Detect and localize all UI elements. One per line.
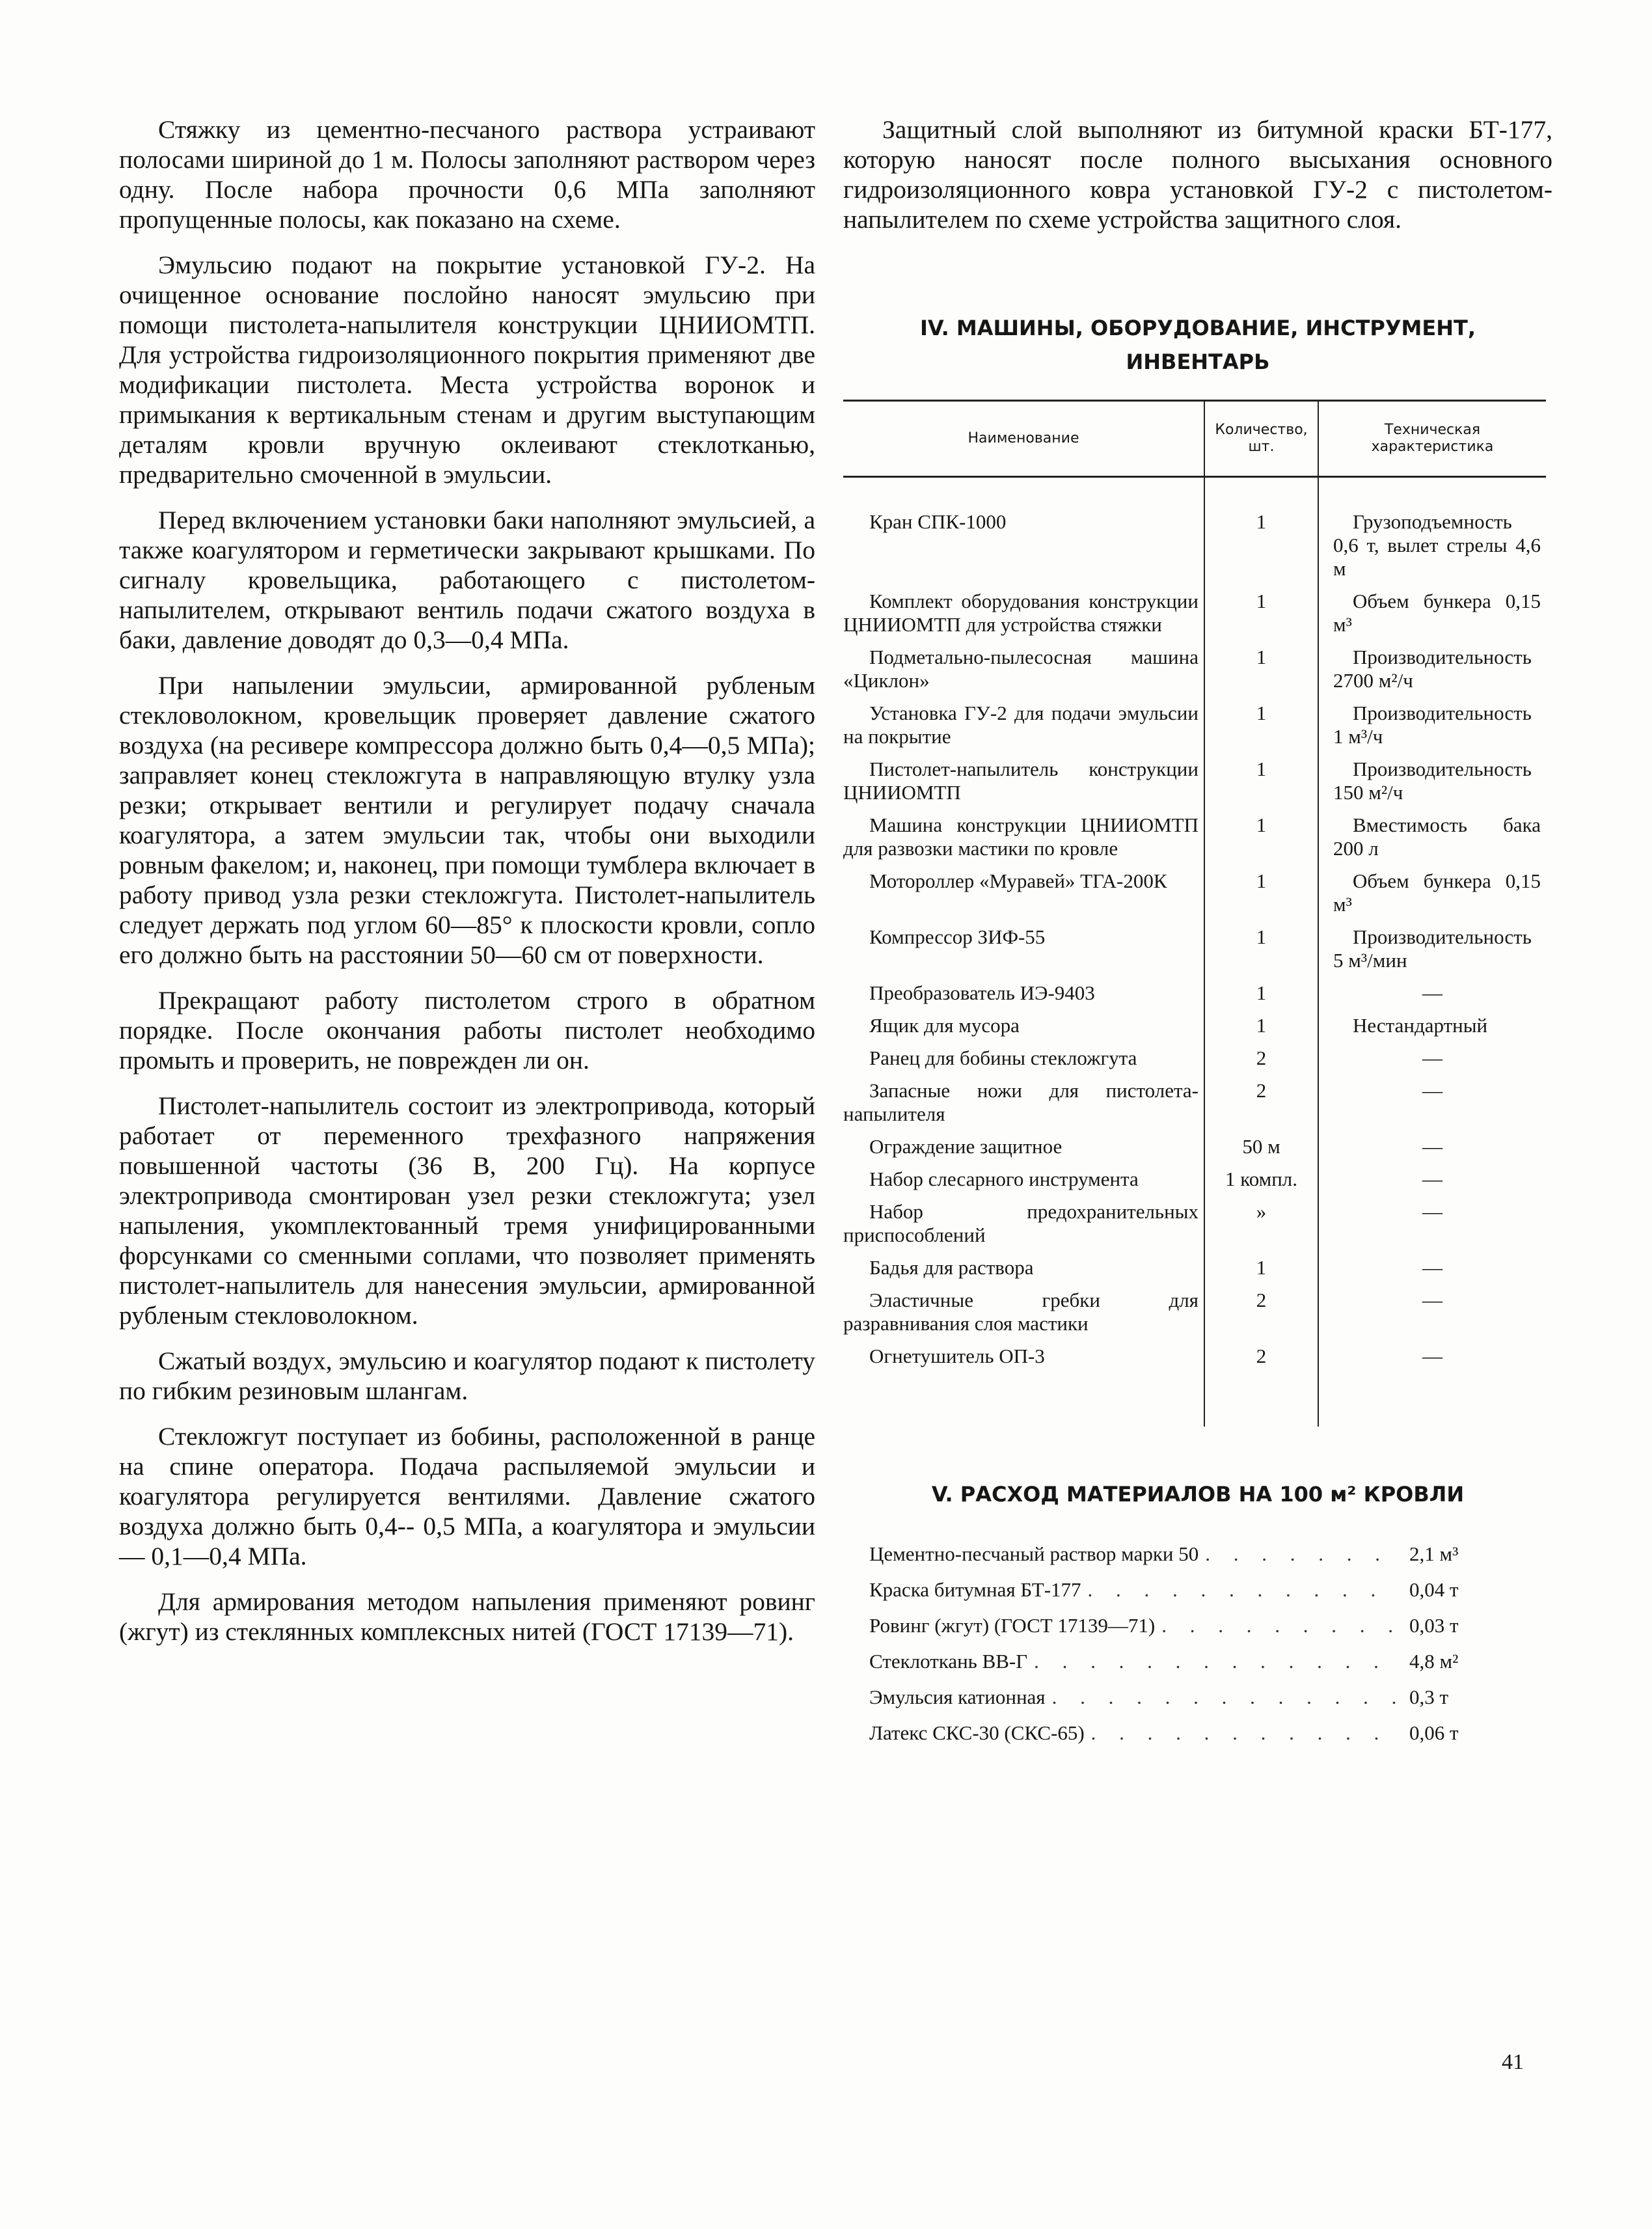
equipment-spec-text: Нестандартный	[1353, 1014, 1488, 1037]
material-name: Ровинг (жгут) (ГОСТ 17139—71)	[869, 1614, 1156, 1637]
equipment-name	[843, 1014, 1204, 1046]
equipment-qty: 2	[1204, 1046, 1318, 1079]
equipment-name-text: Преобразователь ИЭ-9403	[869, 981, 1095, 1004]
material-row	[869, 1643, 1500, 1679]
table-row	[843, 981, 1546, 1014]
table-row	[843, 1135, 1546, 1168]
table-row	[843, 758, 1546, 814]
paragraph-5: Прекращают работу пистолетом строго в обратном порядке. После окончания работы пистолет необходимо промыть и проверить, не поврежден ли он.	[119, 986, 815, 1074]
table-row	[843, 702, 1546, 758]
equipment-name	[843, 1289, 1204, 1345]
equipment-qty: »	[1204, 1200, 1318, 1256]
equipment-qty: 1 компл.	[1204, 1168, 1318, 1200]
equipment-table-body	[843, 477, 1546, 1427]
equipment-qty: 1	[1204, 590, 1318, 646]
section-4-title-line1: IV. МАШИНЫ, ОБОРУДОВАНИЕ, ИНСТРУМЕНТ,	[920, 316, 1476, 340]
equipment-name	[843, 477, 1204, 590]
header-qty: Количество, шт.	[1204, 401, 1318, 477]
equipment-qty: 2	[1204, 1079, 1318, 1135]
material-value: 4,8 м²	[1409, 1650, 1459, 1673]
equipment-name-text: Ранец для бобины стекложгута	[869, 1046, 1137, 1069]
paragraph-6: Пистолет-напылитель состоит из электропривода, который работает от переменного трехфазного напряжения повышенной частоты (36 В, 200 Гц). На корпусе электропривода смонтирован узел резки стекложгута; узел напыления, укомплектованный тремя унифицированными форсунками со сменными соплами, что позволяет применять пистолет-напылитель для нанесения эмульсии, армированной рубленым стекловолокном.	[119, 1091, 815, 1330]
equipment-qty: 1	[1204, 646, 1318, 702]
equipment-name-text: Машина конструкции ЦНИИОМТП для развозки мастики по кровле	[843, 814, 1198, 860]
equipment-name	[843, 646, 1204, 702]
leader-dots	[1081, 1572, 1399, 1607]
equipment-spec-text: Объем бункера 0,15 м³	[1333, 590, 1541, 636]
equipment-name-text: Установка ГУ-2 для подачи эмульсии на покрытие	[843, 702, 1198, 748]
equipment-spec: —	[1318, 981, 1546, 1014]
material-value: 0,03 т	[1409, 1614, 1459, 1637]
equipment-qty: 1	[1204, 925, 1318, 981]
equipment-name	[843, 1256, 1204, 1289]
equipment-spec: —	[1318, 1168, 1546, 1200]
equipment-name	[843, 814, 1204, 869]
equipment-name	[843, 1345, 1204, 1427]
equipment-spec-text: Вместимость бака 200 л	[1333, 814, 1541, 860]
left-column	[119, 115, 815, 1662]
paragraph-1: Стяжку из цементно-песчаного раствора устраивают полосами шириной до 1 м. Полосы заполняют раствором через одну. После набора прочности 0,6 МПа заполняют пропущенные полосы, как показано на схеме.	[119, 115, 815, 234]
material-value: 2,1 м³	[1409, 1542, 1459, 1565]
table-row	[843, 814, 1546, 869]
paragraph-8: Стекложгут поступает из бобины, расположенной в ранце на спине оператора. Подача распыляемой эмульсии и коагулятора регулируется вентилями. Давление сжатого воздуха должно быть 0,4-- 0,5 МПа, а коагулятора и эмульсии — 0,1—0,4 МПа.	[119, 1422, 815, 1570]
table-row	[843, 1168, 1546, 1200]
equipment-name	[843, 758, 1204, 814]
material-value: 0,04 т	[1409, 1578, 1459, 1601]
equipment-spec	[1318, 646, 1546, 702]
equipment-spec: —	[1318, 1200, 1546, 1256]
equipment-qty: 1	[1204, 814, 1318, 869]
equipment-qty: 1	[1204, 1256, 1318, 1289]
material-row	[869, 1679, 1500, 1715]
equipment-spec	[1318, 869, 1546, 925]
equipment-name-text: Мотороллер «Муравей» ТГА-200К	[869, 869, 1167, 892]
material-value: 0,3 т	[1409, 1686, 1449, 1708]
leader-dots	[1155, 1607, 1399, 1643]
equipment-spec-text: Грузоподъемность 0,6 т, вылет стрелы 4,6 м	[1333, 510, 1541, 580]
equipment-name	[843, 981, 1204, 1014]
paragraph-9: Для армирования методом напыления применяют ровинг (жгут) из стеклянных комплексных нитей (ГОСТ 17139—71).	[119, 1587, 815, 1646]
equipment-spec-text: Производительность 150 м²/ч	[1333, 758, 1532, 804]
equipment-name	[843, 1046, 1204, 1079]
equipment-name-text: Комплект оборудования конструкции ЦНИИОМТП для устройства стяжки	[843, 590, 1198, 636]
equipment-spec-text: Производительность 2700 м²/ч	[1333, 646, 1532, 692]
table-row	[843, 646, 1546, 702]
equipment-name-text: Набор слесарного инструмента	[869, 1168, 1139, 1190]
material-name: Стеклоткань ВВ-Г	[869, 1650, 1028, 1673]
equipment-name-text: Набор предохранительных приспособлений	[843, 1200, 1198, 1246]
equipment-qty: 1	[1204, 758, 1318, 814]
table-row	[843, 925, 1546, 981]
right-column	[843, 115, 1552, 1751]
equipment-spec: —	[1318, 1345, 1546, 1427]
section-4-title-line2: ИНВЕНТАРЬ	[1126, 349, 1270, 374]
equipment-spec	[1318, 702, 1546, 758]
equipment-table-header	[843, 401, 1546, 477]
equipment-spec	[1318, 758, 1546, 814]
leader-dots	[1027, 1643, 1399, 1679]
equipment-spec: —	[1318, 1135, 1546, 1168]
equipment-name	[843, 1200, 1204, 1256]
equipment-name	[843, 702, 1204, 758]
table-row	[843, 1289, 1546, 1345]
page-number: 41	[1502, 2050, 1524, 2074]
equipment-name-text: Компрессор ЗИФ-55	[869, 925, 1046, 948]
section-4-title	[843, 311, 1552, 379]
equipment-qty: 1	[1204, 981, 1318, 1014]
table-row	[843, 477, 1546, 590]
equipment-spec	[1318, 1014, 1546, 1046]
table-row	[843, 590, 1546, 646]
equipment-spec	[1318, 925, 1546, 981]
equipment-name	[843, 869, 1204, 925]
equipment-spec: —	[1318, 1256, 1546, 1289]
equipment-spec: —	[1318, 1046, 1546, 1079]
material-name: Эмульсия катионная	[869, 1686, 1046, 1708]
equipment-spec: —	[1318, 1079, 1546, 1135]
equipment-name	[843, 1168, 1204, 1200]
equipment-qty: 1	[1204, 477, 1318, 590]
equipment-spec-text: Объем бункера 0,15 м³	[1333, 869, 1541, 916]
table-row	[843, 1345, 1546, 1427]
material-row	[869, 1607, 1500, 1643]
material-name: Латекс СКС-30 (СКС-65)	[869, 1721, 1085, 1744]
header-spec: Техническая характеристика	[1318, 401, 1546, 477]
equipment-qty: 1	[1204, 869, 1318, 925]
material-row	[869, 1715, 1500, 1751]
equipment-qty: 2	[1204, 1289, 1318, 1345]
equipment-spec	[1318, 477, 1546, 590]
table-row	[843, 869, 1546, 925]
table-row	[843, 1046, 1546, 1079]
equipment-qty: 2	[1204, 1345, 1318, 1427]
equipment-name-text: Подметально-пылесосная машина «Циклон»	[843, 646, 1198, 692]
table-row	[843, 1014, 1546, 1046]
equipment-spec-text: Производительность 5 м³/мин	[1333, 925, 1532, 972]
table-row	[843, 1256, 1546, 1289]
equipment-spec-text: Производительность 1 м³/ч	[1333, 702, 1532, 748]
equipment-name-text: Бадья для раствора	[869, 1256, 1034, 1279]
equipment-name-text: Ящик для мусора	[869, 1014, 1020, 1037]
leader-dots	[1046, 1679, 1399, 1715]
leader-dots	[1085, 1715, 1399, 1751]
table-row	[843, 1079, 1546, 1135]
equipment-spec: —	[1318, 1289, 1546, 1345]
material-name: Цементно-песчаный раствор марки 50	[869, 1542, 1199, 1565]
paragraph-3: Перед включением установки баки наполняют эмульсией, а также коагулятором и герметически закрывают крышками. По сигналу кровельщика, работающего с пистолетом-напылителем, открывают вентиль подачи сжатого воздуха в баки, давление доводят до 0,3—0,4 МПа.	[119, 506, 815, 654]
material-row	[869, 1536, 1500, 1572]
equipment-name	[843, 1135, 1204, 1168]
equipment-name-text: Пистолет-напылитель конструкции ЦНИИОМТП	[843, 758, 1198, 804]
equipment-qty: 50 м	[1204, 1135, 1318, 1168]
equipment-name	[843, 590, 1204, 646]
equipment-qty: 1	[1204, 702, 1318, 758]
material-name: Краска битумная БТ-177	[869, 1578, 1081, 1601]
section-5-title: V. РАСХОД МАТЕРИАЛОВ НА 100 м² КРОВЛИ	[931, 1482, 1465, 1507]
paragraph-7: Сжатый воздух, эмульсию и коагулятор подают к пистолету по гибким резиновым шлангам.	[119, 1347, 815, 1405]
material-value: 0,06 т	[1409, 1721, 1459, 1744]
material-row	[869, 1572, 1500, 1607]
equipment-name	[843, 925, 1204, 981]
equipment-spec	[1318, 590, 1546, 646]
equipment-qty: 1	[1204, 1014, 1318, 1046]
equipment-name-text: Огнетушитель ОП-3	[869, 1345, 1045, 1367]
equipment-name-text: Кран СПК-1000	[869, 510, 1007, 533]
header-name: Наименование	[843, 401, 1204, 477]
materials-list	[869, 1536, 1500, 1751]
equipment-name-text: Ограждение защитное	[869, 1135, 1063, 1158]
equipment-name	[843, 1079, 1204, 1135]
paragraph-2: Эмульсию подают на покрытие установкой ГУ-2. На очищенное основание послойно наносят эмульсию при помощи пистолета-напылителя конструкции ЦНИИОМТП. Для устройства гидроизоляционного покрытия применяют две модификации пистолета. Места устройства воронок и примыкания к вертикальным стенам и другим выступающим деталям кровли вручную оклеивают стеклотканью, предварительно смоченной в эмульсии.	[119, 251, 815, 489]
paragraph-4: При напылении эмульсии, армированной рубленым стекловолокном, кровельщик проверяет давление сжатого воздуха (на ресивере компрессора должно быть 0,4—0,5 МПа); заправляет конец стекложгута в направляющую втулку узла резки; открывает вентили и регулирует подачу сначала коагулятора, а затем эмульсии так, чтобы они выходили ровным факелом; и, наконец, при помощи тумблера включает в работу привод узла резки стекложгута. Пистолет-напылитель следует держать под углом 60—85° к плоскости кровли, сопло его должно быть на расстоянии 50—60 см от поверхности.	[119, 671, 815, 969]
equipment-spec	[1318, 814, 1546, 869]
equipment-name-text: Запасные ножи для пистолета-напылителя	[843, 1079, 1198, 1125]
leader-dots	[1198, 1536, 1399, 1572]
equipment-name-text: Эластичные гребки для разравнивания слоя мастики	[843, 1289, 1198, 1335]
protective-layer-paragraph: Защитный слой выполняют из битумной краски БТ-177, которую наносят после полного высыхания основного гидроизоляционного ковра установкой ГУ-2 с пистолетом-напылителем по схеме устройства защитного слоя.	[843, 115, 1552, 234]
table-row	[843, 1200, 1546, 1256]
equipment-table	[843, 400, 1546, 1427]
